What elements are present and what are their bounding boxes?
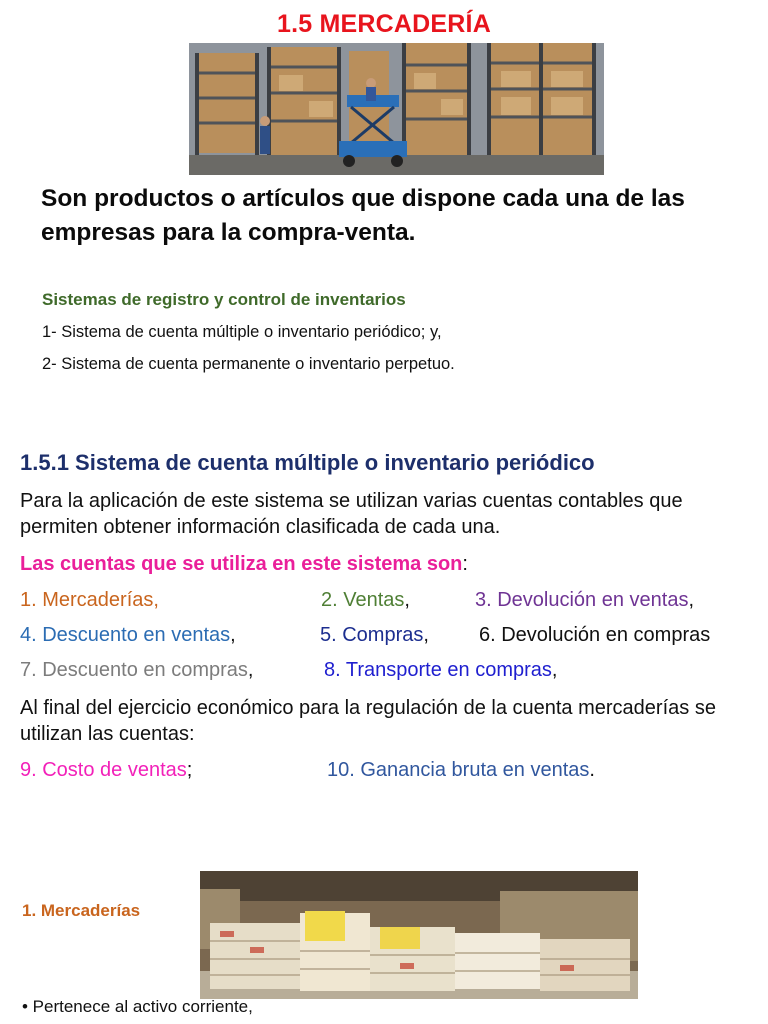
final-text: Al final del ejercicio económico para la regulación de la cuenta mercaderías se utilizan las cuentas:: [20, 697, 716, 745]
account-5-line: 5. Compras,: [320, 624, 429, 646]
account-2: 2. Ventas: [321, 589, 405, 611]
account-1: 1. Mercaderías,: [20, 589, 159, 611]
registro-item-2: 2- Sistema de cuenta permanente o inventario perpetuo.: [42, 355, 455, 373]
section-intro: Para la aplicación de este sistema se utilizan varias cuentas contables que permiten obtener información clasificada de cada una.: [20, 490, 683, 538]
section-heading: 1.5.1 Sistema de cuenta múltiple o inventario periódico: [20, 450, 595, 475]
account-4-line: 4. Descuento en ventas,: [20, 624, 236, 646]
registro-heading: Sistemas de registro y control de inventarios: [42, 290, 406, 309]
account-6: 6. Devolución en compras: [479, 624, 711, 646]
account-7: 7. Descuento en compras: [20, 659, 248, 681]
account-7-line: 7. Descuento en compras,: [20, 659, 254, 681]
warehouse-goods-image: [200, 871, 638, 999]
page-title: 1.5 MERCADERÍA: [277, 10, 491, 38]
account-9-line: 9. Costo de ventas;: [20, 759, 193, 781]
lead-definition: Son productos o artículos que dispone cada una de las empresas para la compra-venta.: [41, 185, 685, 246]
registro-item-1: 1- Sistema de cuenta múltiple o inventario periódico; y,: [42, 323, 442, 341]
account-3: 3. Devolución en ventas: [475, 589, 689, 611]
account-5: 5. Compras: [320, 624, 424, 646]
account-9: 9. Costo de ventas: [20, 759, 187, 781]
mercaderias-label: 1. Mercaderías: [22, 901, 141, 920]
account-8: 8. Transporte en compras: [324, 659, 552, 681]
account-10-line: 10. Ganancia bruta en ventas.: [327, 759, 595, 781]
cuentas-label-line: [20, 553, 468, 576]
cuentas-label: Las cuentas que se utiliza en este sistema son: [20, 553, 463, 575]
account-2-line: 2. Ventas,: [321, 589, 410, 611]
account-10: 10. Ganancia bruta en ventas: [327, 759, 590, 781]
warehouse-shelves-image: [189, 43, 604, 175]
mercaderias-bullet: • Pertenece al activo corriente,: [22, 997, 253, 1016]
account-4: 4. Descuento en ventas: [20, 624, 231, 646]
account-3-line: 3. Devolución en ventas,: [475, 589, 695, 611]
cuentas-colon: :: [462, 553, 468, 575]
account-8-line: 8. Transporte en compras,: [324, 659, 558, 681]
